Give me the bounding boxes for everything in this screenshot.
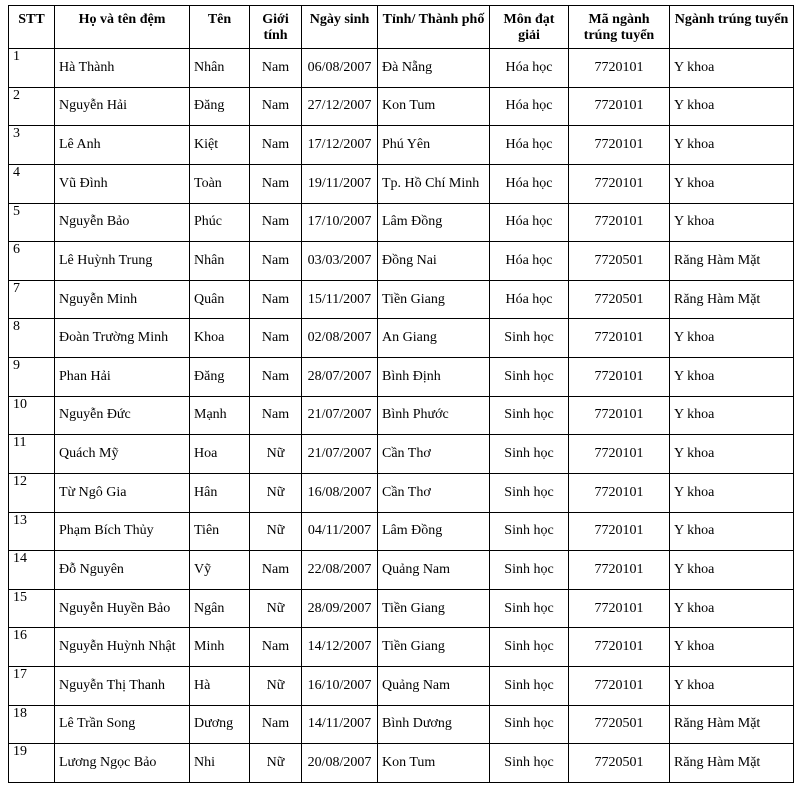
header-ngay-sinh: Ngày sinh <box>302 6 378 49</box>
cell-nganh-trung-tuyen: Y khoa <box>670 87 794 126</box>
cell-ho-ten-dem: Phan Hải <box>55 358 190 397</box>
cell-ten: Nhi <box>190 744 250 783</box>
cell-stt: 2 <box>9 87 55 126</box>
cell-nganh-trung-tuyen: Y khoa <box>670 667 794 706</box>
cell-nganh-trung-tuyen: Răng Hàm Mặt <box>670 242 794 281</box>
header-ma-nganh: Mã ngành trúng tuyển <box>569 6 670 49</box>
cell-ma-nganh: 7720101 <box>569 667 670 706</box>
cell-ngay-sinh: 14/12/2007 <box>302 628 378 667</box>
table-row <box>9 396 794 435</box>
cell-ma-nganh: 7720501 <box>569 242 670 281</box>
cell-tinh-thanh: Bình Định <box>378 358 490 397</box>
table-row <box>9 49 794 88</box>
cell-mon-dat-giai: Sinh học <box>490 589 569 628</box>
cell-ma-nganh: 7720101 <box>569 396 670 435</box>
cell-gioi-tinh: Nam <box>250 628 302 667</box>
cell-nganh-trung-tuyen: Y khoa <box>670 473 794 512</box>
cell-ten: Phúc <box>190 203 250 242</box>
cell-gioi-tinh: Nam <box>250 396 302 435</box>
cell-gioi-tinh: Nam <box>250 319 302 358</box>
cell-stt: 12 <box>9 473 55 512</box>
cell-ma-nganh: 7720101 <box>569 512 670 551</box>
cell-tinh-thanh: Quảng Nam <box>378 667 490 706</box>
cell-gioi-tinh: Nam <box>250 280 302 319</box>
cell-ho-ten-dem: Quách Mỹ <box>55 435 190 474</box>
cell-mon-dat-giai: Hóa học <box>490 203 569 242</box>
cell-stt: 1 <box>9 49 55 88</box>
cell-tinh-thanh: Lâm Đồng <box>378 512 490 551</box>
cell-gioi-tinh: Nữ <box>250 512 302 551</box>
cell-ngay-sinh: 21/07/2007 <box>302 396 378 435</box>
cell-stt: 11 <box>9 435 55 474</box>
cell-ngay-sinh: 20/08/2007 <box>302 744 378 783</box>
cell-tinh-thanh: Đồng Nai <box>378 242 490 281</box>
cell-mon-dat-giai: Sinh học <box>490 628 569 667</box>
cell-tinh-thanh: Tiền Giang <box>378 589 490 628</box>
cell-tinh-thanh: Kon Tum <box>378 744 490 783</box>
cell-ten: Tiên <box>190 512 250 551</box>
table-row <box>9 280 794 319</box>
cell-ma-nganh: 7720101 <box>569 87 670 126</box>
cell-nganh-trung-tuyen: Y khoa <box>670 164 794 203</box>
cell-gioi-tinh: Nữ <box>250 589 302 628</box>
cell-ho-ten-dem: Lê Huỳnh Trung <box>55 242 190 281</box>
cell-ma-nganh: 7720101 <box>569 358 670 397</box>
header-ten: Tên <box>190 6 250 49</box>
table-row <box>9 512 794 551</box>
header-ho-ten-dem: Họ và tên đệm <box>55 6 190 49</box>
cell-ten: Mạnh <box>190 396 250 435</box>
cell-ngay-sinh: 27/12/2007 <box>302 87 378 126</box>
cell-tinh-thanh: Bình Dương <box>378 705 490 744</box>
cell-ten: Khoa <box>190 319 250 358</box>
cell-mon-dat-giai: Sinh học <box>490 551 569 590</box>
cell-tinh-thanh: Lâm Đồng <box>378 203 490 242</box>
table-row <box>9 628 794 667</box>
cell-tinh-thanh: Quảng Nam <box>378 551 490 590</box>
cell-stt: 8 <box>9 319 55 358</box>
cell-nganh-trung-tuyen: Y khoa <box>670 396 794 435</box>
cell-gioi-tinh: Nam <box>250 358 302 397</box>
table-row <box>9 705 794 744</box>
cell-nganh-trung-tuyen: Răng Hàm Mặt <box>670 744 794 783</box>
cell-ten: Vỹ <box>190 551 250 590</box>
cell-nganh-trung-tuyen: Y khoa <box>670 49 794 88</box>
cell-gioi-tinh: Nam <box>250 87 302 126</box>
cell-ten: Hân <box>190 473 250 512</box>
cell-ma-nganh: 7720101 <box>569 319 670 358</box>
cell-mon-dat-giai: Hóa học <box>490 49 569 88</box>
cell-mon-dat-giai: Sinh học <box>490 319 569 358</box>
cell-stt: 15 <box>9 589 55 628</box>
table-row <box>9 667 794 706</box>
cell-ho-ten-dem: Nguyễn Đức <box>55 396 190 435</box>
cell-ho-ten-dem: Nguyễn Hải <box>55 87 190 126</box>
cell-ma-nganh: 7720501 <box>569 744 670 783</box>
cell-stt: 14 <box>9 551 55 590</box>
cell-ngay-sinh: 17/12/2007 <box>302 126 378 165</box>
cell-ngay-sinh: 02/08/2007 <box>302 319 378 358</box>
cell-nganh-trung-tuyen: Y khoa <box>670 589 794 628</box>
cell-ngay-sinh: 04/11/2007 <box>302 512 378 551</box>
cell-tinh-thanh: An Giang <box>378 319 490 358</box>
cell-gioi-tinh: Nam <box>250 705 302 744</box>
cell-ten: Minh <box>190 628 250 667</box>
cell-ngay-sinh: 22/08/2007 <box>302 551 378 590</box>
table-body <box>9 49 794 783</box>
header-mon-dat-giai: Môn đạt giải <box>490 6 569 49</box>
cell-mon-dat-giai: Hóa học <box>490 87 569 126</box>
header-tinh-thanh: Tỉnh/ Thành phố <box>378 6 490 49</box>
table-row <box>9 744 794 783</box>
cell-stt: 7 <box>9 280 55 319</box>
table-row <box>9 164 794 203</box>
cell-ngay-sinh: 28/07/2007 <box>302 358 378 397</box>
cell-tinh-thanh: Phú Yên <box>378 126 490 165</box>
cell-ngay-sinh: 03/03/2007 <box>302 242 378 281</box>
table-row <box>9 126 794 165</box>
cell-mon-dat-giai: Sinh học <box>490 667 569 706</box>
cell-ten: Kiệt <box>190 126 250 165</box>
cell-ngay-sinh: 15/11/2007 <box>302 280 378 319</box>
cell-stt: 19 <box>9 744 55 783</box>
cell-ten: Hà <box>190 667 250 706</box>
cell-tinh-thanh: Kon Tum <box>378 87 490 126</box>
table-row <box>9 87 794 126</box>
cell-stt: 18 <box>9 705 55 744</box>
cell-ngay-sinh: 16/08/2007 <box>302 473 378 512</box>
header-stt: STT <box>9 6 55 49</box>
table-row <box>9 319 794 358</box>
cell-ngay-sinh: 14/11/2007 <box>302 705 378 744</box>
cell-ma-nganh: 7720101 <box>569 589 670 628</box>
cell-ten: Toàn <box>190 164 250 203</box>
cell-gioi-tinh: Nữ <box>250 435 302 474</box>
cell-mon-dat-giai: Sinh học <box>490 473 569 512</box>
cell-ngay-sinh: 28/09/2007 <box>302 589 378 628</box>
cell-nganh-trung-tuyen: Răng Hàm Mặt <box>670 705 794 744</box>
cell-ten: Nhân <box>190 242 250 281</box>
cell-gioi-tinh: Nữ <box>250 473 302 512</box>
admission-results-table <box>8 5 794 783</box>
cell-mon-dat-giai: Sinh học <box>490 705 569 744</box>
cell-ngay-sinh: 17/10/2007 <box>302 203 378 242</box>
cell-nganh-trung-tuyen: Răng Hàm Mặt <box>670 280 794 319</box>
cell-mon-dat-giai: Sinh học <box>490 512 569 551</box>
cell-nganh-trung-tuyen: Y khoa <box>670 628 794 667</box>
cell-gioi-tinh: Nữ <box>250 744 302 783</box>
cell-ngay-sinh: 16/10/2007 <box>302 667 378 706</box>
cell-stt: 17 <box>9 667 55 706</box>
cell-mon-dat-giai: Hóa học <box>490 126 569 165</box>
cell-ho-ten-dem: Từ Ngô Gia <box>55 473 190 512</box>
cell-stt: 4 <box>9 164 55 203</box>
cell-ten: Nhân <box>190 49 250 88</box>
cell-mon-dat-giai: Sinh học <box>490 358 569 397</box>
cell-stt: 13 <box>9 512 55 551</box>
cell-mon-dat-giai: Hóa học <box>490 242 569 281</box>
cell-ho-ten-dem: Nguyễn Thị Thanh <box>55 667 190 706</box>
cell-mon-dat-giai: Hóa học <box>490 164 569 203</box>
cell-ho-ten-dem: Lương Ngọc Bảo <box>55 744 190 783</box>
cell-ma-nganh: 7720501 <box>569 705 670 744</box>
cell-ngay-sinh: 19/11/2007 <box>302 164 378 203</box>
cell-ho-ten-dem: Nguyễn Huỳnh Nhật <box>55 628 190 667</box>
header-nganh-trung-tuyen: Ngành trúng tuyển <box>670 6 794 49</box>
table-row <box>9 551 794 590</box>
cell-gioi-tinh: Nam <box>250 242 302 281</box>
table-row <box>9 358 794 397</box>
cell-ngay-sinh: 06/08/2007 <box>302 49 378 88</box>
cell-ho-ten-dem: Vũ Đình <box>55 164 190 203</box>
cell-nganh-trung-tuyen: Y khoa <box>670 126 794 165</box>
cell-ngay-sinh: 21/07/2007 <box>302 435 378 474</box>
table-row <box>9 589 794 628</box>
cell-gioi-tinh: Nam <box>250 49 302 88</box>
cell-ma-nganh: 7720101 <box>569 473 670 512</box>
cell-ma-nganh: 7720101 <box>569 164 670 203</box>
cell-ho-ten-dem: Nguyễn Huyền Bảo <box>55 589 190 628</box>
cell-nganh-trung-tuyen: Y khoa <box>670 551 794 590</box>
cell-ho-ten-dem: Lê Anh <box>55 126 190 165</box>
cell-mon-dat-giai: Hóa học <box>490 280 569 319</box>
table-row <box>9 473 794 512</box>
cell-ma-nganh: 7720101 <box>569 49 670 88</box>
cell-ma-nganh: 7720101 <box>569 551 670 590</box>
cell-ma-nganh: 7720101 <box>569 203 670 242</box>
cell-ma-nganh: 7720101 <box>569 126 670 165</box>
cell-mon-dat-giai: Sinh học <box>490 435 569 474</box>
cell-nganh-trung-tuyen: Y khoa <box>670 435 794 474</box>
cell-mon-dat-giai: Sinh học <box>490 744 569 783</box>
cell-gioi-tinh: Nam <box>250 126 302 165</box>
cell-ten: Ngân <box>190 589 250 628</box>
cell-ma-nganh: 7720501 <box>569 280 670 319</box>
cell-ho-ten-dem: Đỗ Nguyên <box>55 551 190 590</box>
cell-gioi-tinh: Nam <box>250 164 302 203</box>
cell-nganh-trung-tuyen: Y khoa <box>670 319 794 358</box>
cell-gioi-tinh: Nam <box>250 203 302 242</box>
cell-tinh-thanh: Tiền Giang <box>378 280 490 319</box>
cell-ten: Đăng <box>190 87 250 126</box>
cell-ten: Quân <box>190 280 250 319</box>
table-row <box>9 203 794 242</box>
table-row <box>9 435 794 474</box>
cell-ma-nganh: 7720101 <box>569 435 670 474</box>
cell-ho-ten-dem: Nguyễn Bảo <box>55 203 190 242</box>
cell-stt: 6 <box>9 242 55 281</box>
cell-mon-dat-giai: Sinh học <box>490 396 569 435</box>
cell-gioi-tinh: Nữ <box>250 667 302 706</box>
cell-stt: 3 <box>9 126 55 165</box>
cell-ten: Dương <box>190 705 250 744</box>
cell-ho-ten-dem: Nguyễn Minh <box>55 280 190 319</box>
cell-ho-ten-dem: Lê Trần Song <box>55 705 190 744</box>
cell-tinh-thanh: Cần Thơ <box>378 473 490 512</box>
cell-stt: 5 <box>9 203 55 242</box>
cell-tinh-thanh: Bình Phước <box>378 396 490 435</box>
cell-ho-ten-dem: Phạm Bích Thủy <box>55 512 190 551</box>
cell-ma-nganh: 7720101 <box>569 628 670 667</box>
cell-nganh-trung-tuyen: Y khoa <box>670 358 794 397</box>
cell-gioi-tinh: Nam <box>250 551 302 590</box>
header-row <box>9 6 794 49</box>
cell-stt: 16 <box>9 628 55 667</box>
cell-nganh-trung-tuyen: Y khoa <box>670 512 794 551</box>
cell-ho-ten-dem: Đoàn Trường Minh <box>55 319 190 358</box>
cell-tinh-thanh: Tp. Hồ Chí Minh <box>378 164 490 203</box>
cell-ten: Đăng <box>190 358 250 397</box>
cell-ho-ten-dem: Hà Thành <box>55 49 190 88</box>
cell-tinh-thanh: Cần Thơ <box>378 435 490 474</box>
cell-stt: 9 <box>9 358 55 397</box>
cell-tinh-thanh: Đà Nẵng <box>378 49 490 88</box>
table-row <box>9 242 794 281</box>
header-gioi-tinh: Giới tính <box>250 6 302 49</box>
cell-ten: Hoa <box>190 435 250 474</box>
cell-nganh-trung-tuyen: Y khoa <box>670 203 794 242</box>
cell-tinh-thanh: Tiền Giang <box>378 628 490 667</box>
cell-stt: 10 <box>9 396 55 435</box>
